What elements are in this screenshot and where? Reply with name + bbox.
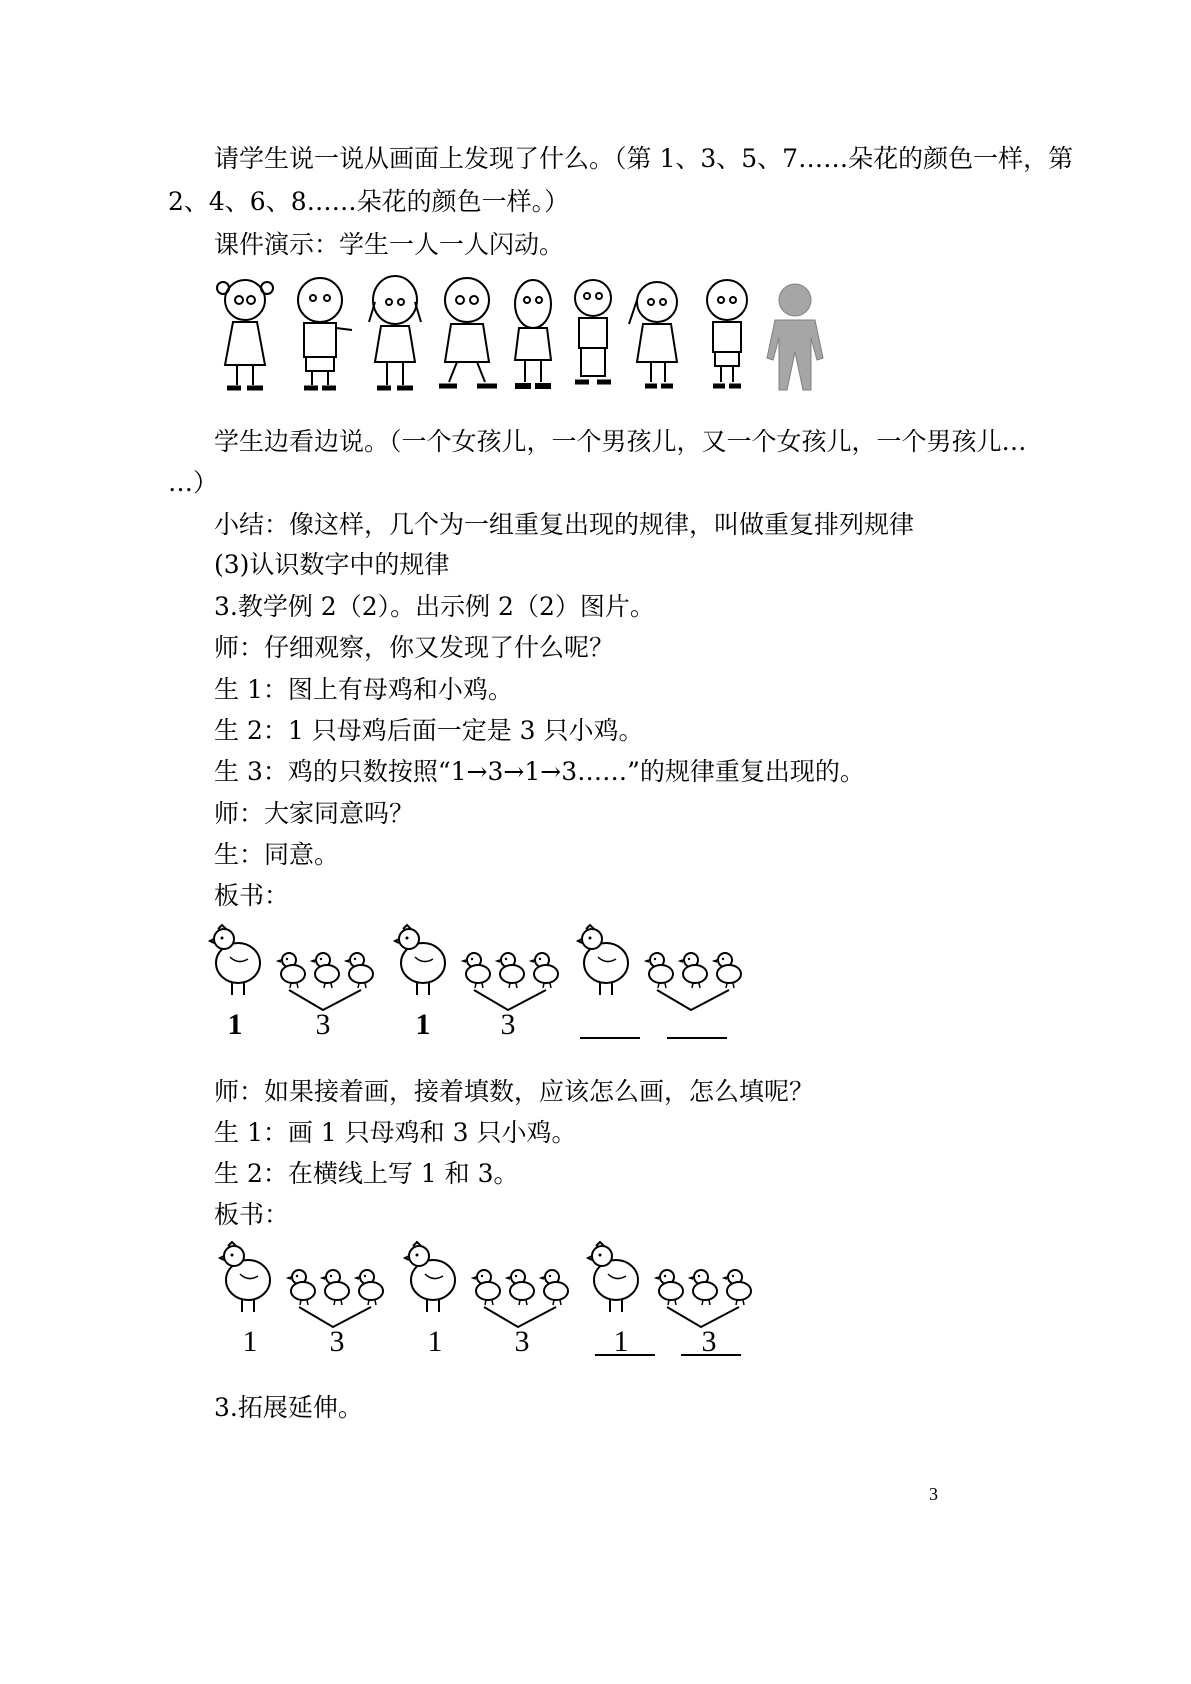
label-hen-2: 1 [427,1325,443,1358]
chick-icon [690,1270,717,1305]
bracket [484,1307,556,1327]
chicken-figure-2 [215,1235,775,1365]
label-hen-1: 1 [227,1008,243,1041]
bracket [299,1307,371,1327]
girl-icon [369,276,421,388]
boy-icon [575,280,611,382]
boy-icon [439,278,497,386]
teacher-line-3: 师：如果接着画，接着填数，应该怎么画，怎么填呢？ [214,1077,815,1106]
student-line-4: 生：同意。 [214,840,340,869]
children-figure [205,270,835,400]
chick-icon [656,1270,683,1305]
chick-icon [463,953,490,988]
label-hen-2: 1 [415,1008,431,1041]
paragraph-3-cont: …） [168,468,219,497]
hen-icon [578,925,628,995]
bracket [667,1307,739,1327]
bracket [657,990,729,1010]
board-label-2: 板书： [214,1200,290,1229]
chick-icon [278,953,305,988]
chicken-figure-1 [205,918,765,1048]
chick-icon [680,953,707,988]
label-hen-3: 1 [613,1325,629,1358]
chick-icon [507,1270,534,1305]
board-label-1: 板书： [214,881,290,910]
hen-icon [210,925,260,995]
label-chicks-2: 3 [500,1008,516,1041]
student-line-6: 生 2：在横线上写 1 和 3。 [214,1159,519,1188]
paragraph-2: 课件演示：学生一人一人闪动。 [214,230,565,259]
section-heading: (3)认识数字中的规律 [214,550,450,579]
page-number: 3 [929,1484,938,1504]
label-chicks-2: 3 [514,1325,530,1358]
person-placeholder-icon [767,284,823,390]
student-line-3: 生 3：鸡的只数按照“1→3→1→3……”的规律重复出现的。 [214,757,865,786]
chick-icon [288,1270,315,1305]
chick-icon [497,953,524,988]
chick-icon [646,953,673,988]
chick-icon [531,953,558,988]
summary: 小结：像这样，几个为一组重复出现的规律，叫做重复排列规律 [214,510,915,539]
teacher-line-2: 师：大家同意吗？ [214,799,415,828]
boy-icon [707,280,747,386]
paragraph-example: 3.教学例 2（2）。出示例 2（2）图片。 [214,592,655,621]
chick-icon [356,1270,383,1305]
bracket [474,990,546,1010]
boy-icon [298,278,352,388]
hen-icon [395,925,445,995]
label-chicks-3: 3 [701,1325,717,1358]
paragraph-1: 请学生说一说从画面上发现了什么。（第 1、3、5、7……朵花的颜色一样，第 [214,144,1074,173]
chick-icon [541,1270,568,1305]
student-line-5: 生 1：画 1 只母鸡和 3 只小鸡。 [214,1118,577,1147]
hen-icon [405,1242,455,1312]
label-chicks-1: 3 [329,1325,345,1358]
girl-icon [629,282,677,386]
student-line-2: 生 2：1 只母鸡后面一定是 3 只小鸡。 [214,716,644,745]
paragraph-1-cont: 2、4、6、8……朵花的颜色一样。） [168,187,570,216]
label-hen-1: 1 [242,1325,258,1358]
chick-icon [724,1270,751,1305]
bracket [289,990,361,1010]
chick-icon [322,1270,349,1305]
girl-icon [217,280,273,388]
chick-icon [312,953,339,988]
label-chicks-1: 3 [315,1008,331,1041]
chick-icon [346,953,373,988]
extension-heading: 3.拓展延伸。 [214,1393,363,1422]
girl-icon [515,280,551,386]
paragraph-3: 学生边看边说。（一个女孩儿，一个男孩儿，又一个女孩儿，一个男孩儿… [214,427,1027,456]
chick-icon [714,953,741,988]
hen-icon [220,1242,270,1312]
teacher-line-1: 师：仔细观察，你又发现了什么呢？ [214,633,615,662]
chick-icon [473,1270,500,1305]
student-line-1: 生 1：图上有母鸡和小鸡。 [214,675,513,704]
hen-icon [588,1242,638,1312]
